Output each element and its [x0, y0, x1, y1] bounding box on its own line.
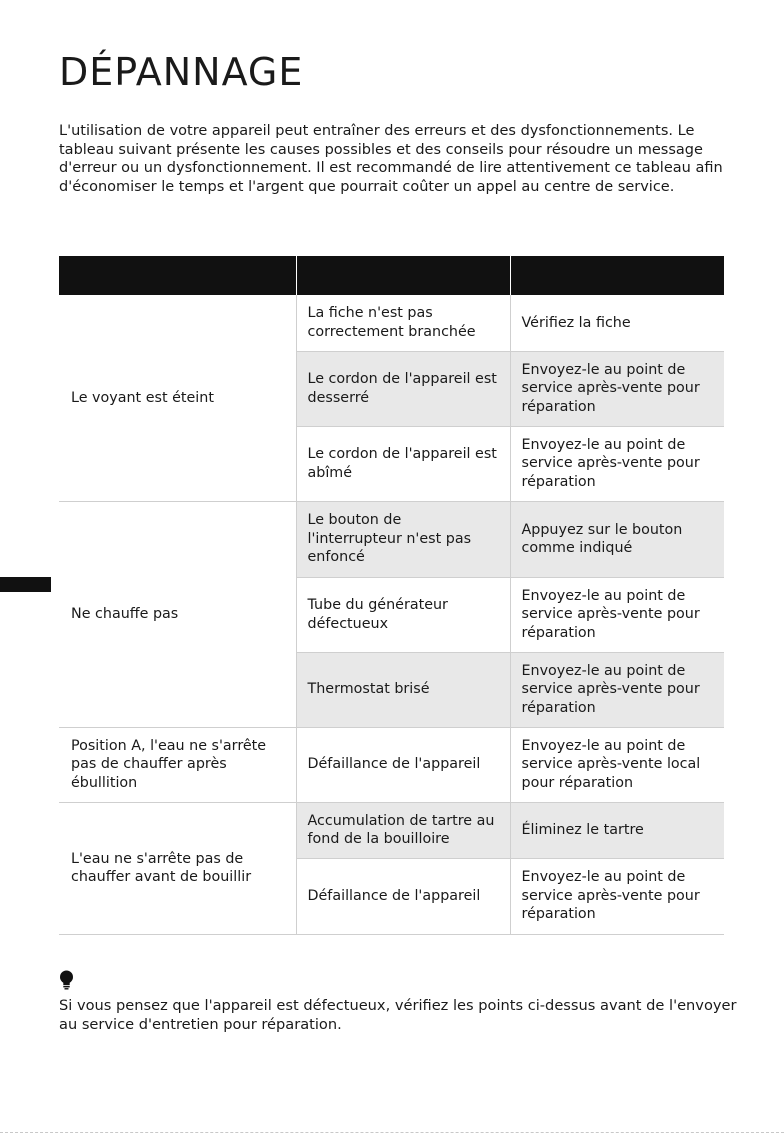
troubleshooting-table [59, 256, 724, 935]
table-row [59, 727, 724, 802]
section-tab-marker [0, 577, 51, 592]
header-cell-solution [510, 256, 724, 295]
lightbulb-icon [59, 970, 74, 990]
table-row [59, 802, 724, 858]
cause-cell: Accumulation de tartre au fond de la bouilloire [296, 802, 510, 858]
table-header [59, 256, 724, 295]
solution-cell: Envoyez-le au point de service après-vente local pour réparation [510, 727, 724, 802]
problem-cell: Ne chauffe pas [59, 501, 296, 727]
table-row [59, 295, 724, 351]
solution-cell: Vérifiez la fiche [510, 295, 724, 351]
tip-note: Si vous pensez que l'appareil est défectueux, vérifiez les points ci-dessus avant de l'envoyer au service d'entretien pour réparation. [59, 997, 737, 1033]
solution-cell: Envoyez-le au point de service après-vente pour réparation [510, 426, 724, 501]
intro-paragraph: L'utilisation de votre appareil peut entraîner des erreurs et des dysfonctionnements. Le tableau suivant présente les causes possibles et des conseils pour résoudre un message d'erreur ou un dysfonctionnement. Il est recommandé de lire attentivement ce tableau afin d'économiser le temps et l'argent que pourrait coûter un appel au centre de service. [59, 123, 723, 195]
problem-cell: L'eau ne s'arrête pas de chauffer avant de bouillir [59, 802, 296, 934]
solution-cell: Envoyez-le au point de service après-vente pour réparation [510, 351, 724, 426]
cause-cell: Défaillance de l'appareil [296, 727, 510, 802]
solution-cell: Appuyez sur le bouton comme indiqué [510, 501, 724, 577]
table-row [59, 501, 724, 577]
cause-cell: Le cordon de l'appareil est desserré [296, 351, 510, 426]
solution-cell: Envoyez-le au point de service après-vente pour réparation [510, 577, 724, 652]
page-title: DÉPANNAGE [59, 50, 304, 94]
header-cell-cause [296, 256, 510, 295]
cause-cell: Le bouton de l'interrupteur n'est pas enfoncé [296, 501, 510, 577]
problem-cell: Le voyant est éteint [59, 295, 296, 501]
solution-cell: Envoyez-le au point de service après-vente pour réparation [510, 652, 724, 727]
solution-cell: Éliminez le tartre [510, 802, 724, 858]
cause-cell: Thermostat brisé [296, 652, 510, 727]
solution-cell: Envoyez-le au point de service après-vente pour réparation [510, 858, 724, 934]
header-cell-problem [59, 256, 296, 295]
cause-cell: Le cordon de l'appareil est abîmé [296, 426, 510, 501]
cause-cell: Défaillance de l'appareil [296, 858, 510, 934]
page-bottom-rule [0, 1132, 784, 1133]
cause-cell: Tube du générateur défectueux [296, 577, 510, 652]
cause-cell: La fiche n'est pas correctement branchée [296, 295, 510, 351]
problem-cell: Position A, l'eau ne s'arrête pas de chauffer après ébullition [59, 727, 296, 802]
